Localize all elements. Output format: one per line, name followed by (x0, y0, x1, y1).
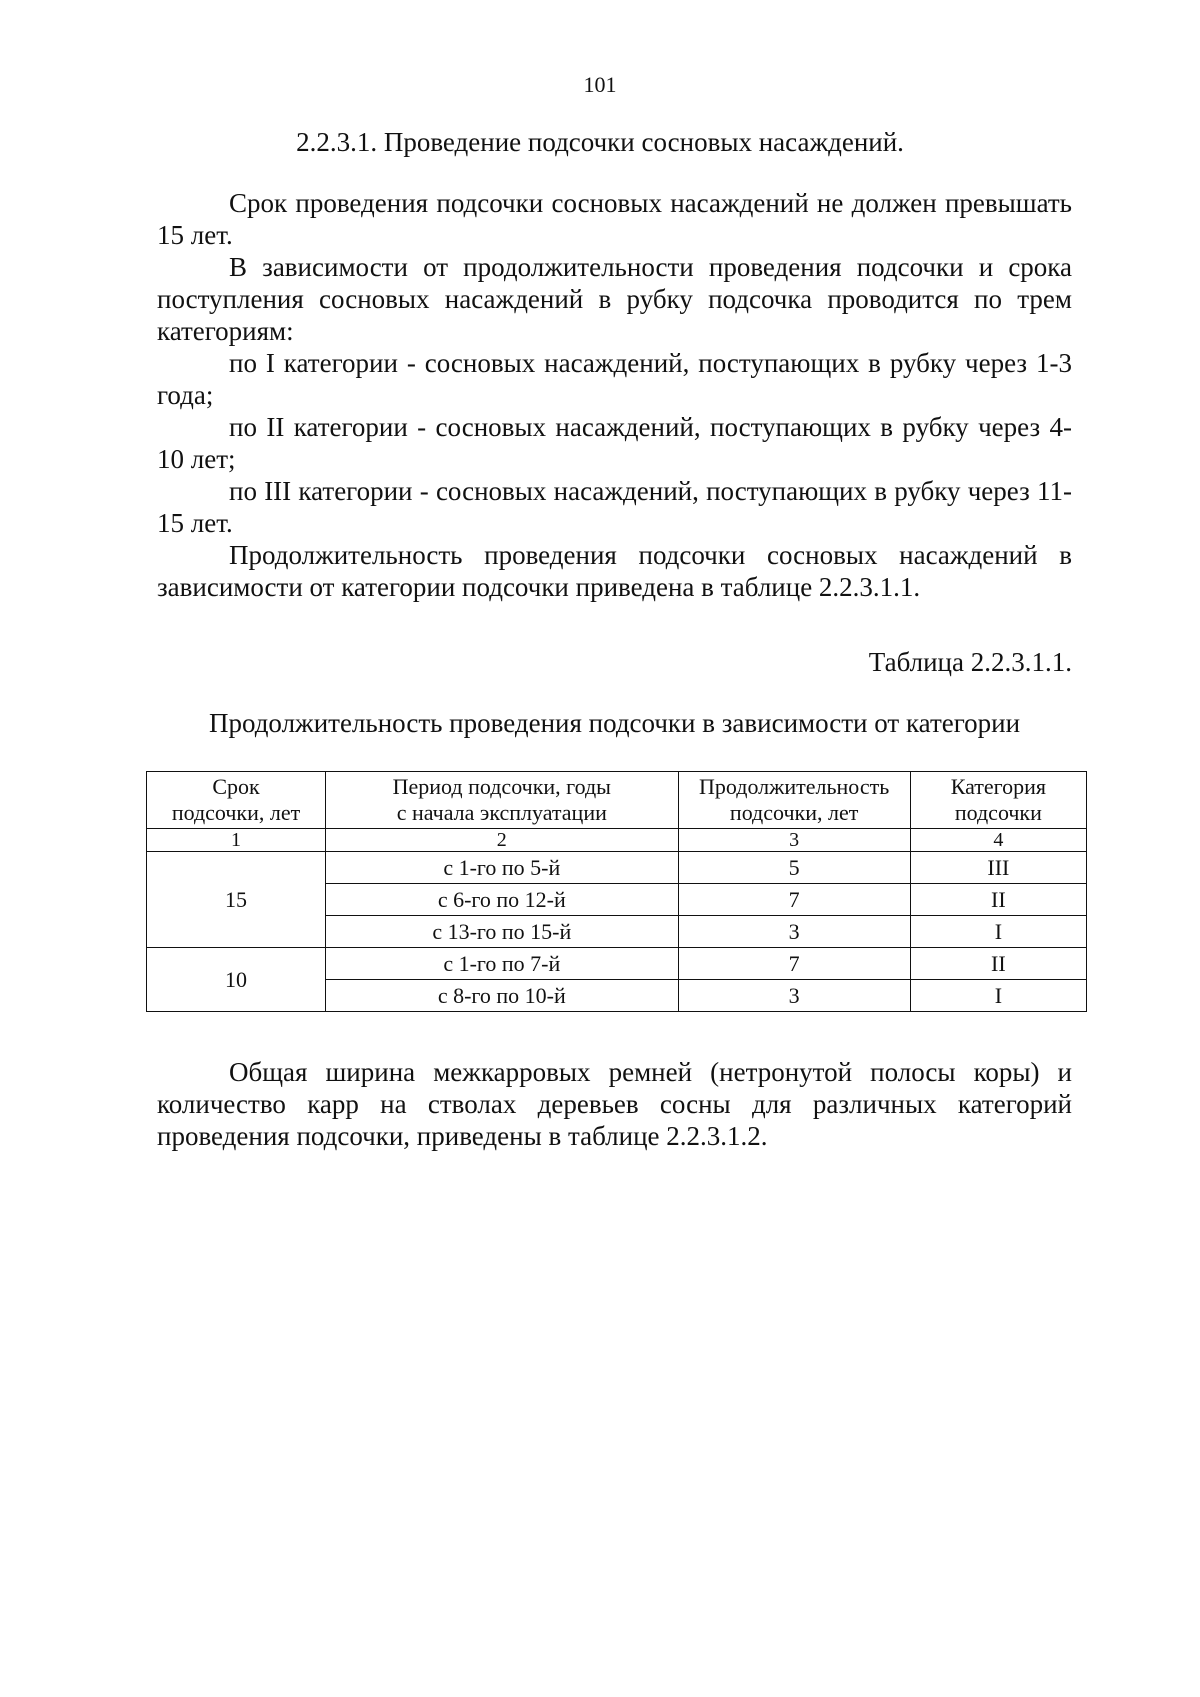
period-cell: с 6-го по 12-й (326, 884, 678, 916)
table-row (147, 852, 1087, 884)
period-cell: с 1-го по 5-й (326, 852, 678, 884)
period-cell: с 8-го по 10-й (326, 980, 678, 1012)
duration-table (146, 771, 1087, 1012)
closing-text (157, 1056, 1072, 1152)
paragraph-categories-intro: В зависимости от продолжительности проведения подсочки и срока поступления сосновых насаждений в рубку подсочка проводится по трем категориям: (157, 252, 1072, 346)
header-duration-line1: Продолжительность (699, 774, 890, 799)
paragraph-category-2: по II категории - сосновых насаждений, поступающих в рубку через 4-10 лет; (157, 412, 1072, 474)
header-duration-line2: подсочки, лет (729, 800, 859, 825)
category-cell: II (910, 948, 1086, 980)
header-period-line1: Период подсочки, годы (392, 774, 611, 799)
header-term-line1: Срок (212, 774, 260, 799)
header-term (147, 772, 326, 829)
paragraph-term: Срок проведения подсочки сосновых насаждений не должен превышать 15 лет. (157, 188, 1072, 250)
category-cell: I (910, 916, 1086, 948)
column-number-row (147, 829, 1087, 852)
category-cell: II (910, 884, 1086, 916)
page-number: 101 (583, 72, 617, 97)
duration-cell: 5 (678, 852, 910, 884)
header-term-line2: подсочки, лет (171, 800, 301, 825)
header-duration (678, 772, 910, 829)
period-cell: с 1-го по 7-й (326, 948, 678, 980)
intro-text (157, 187, 1072, 603)
header-period (326, 772, 678, 829)
header-category (910, 772, 1086, 829)
category-cell: I (910, 980, 1086, 1012)
table-row (147, 948, 1087, 980)
period-cell: с 13-го по 15-й (326, 916, 678, 948)
table-caption: Продолжительность проведения подсочки в зависимости от категории (208, 708, 1021, 738)
duration-cell: 7 (678, 884, 910, 916)
term-cell: 15 (147, 852, 326, 948)
header-period-line2: с начала эксплуатации (396, 800, 607, 825)
column-number: 1 (147, 829, 326, 852)
column-number: 2 (326, 829, 678, 852)
table-header-row (147, 772, 1087, 829)
paragraph-table-reference: Продолжительность проведения подсочки сосновых насаждений в зависимости от категории подсочки приведена в таблице 2.2.3.1.1. (157, 540, 1072, 602)
header-category-line2: подсочки (954, 800, 1042, 825)
category-cell: III (910, 852, 1086, 884)
duration-cell: 7 (678, 948, 910, 980)
paragraph-closing: Общая ширина межкарровых ремней (нетронутой полосы коры) и количество карр на стволах деревьев сосны для различных категорий проведения подсочки, приведены в таблице 2.2.3.1.2. (157, 1057, 1072, 1151)
duration-cell: 3 (678, 916, 910, 948)
section-heading: 2.2.3.1. Проведение подсочки сосновых насаждений. (296, 127, 904, 157)
term-cell: 10 (147, 948, 326, 1012)
column-number: 3 (678, 829, 910, 852)
header-category-line1: Категория (950, 774, 1047, 799)
table-label: Таблица 2.2.3.1.1. (868, 647, 1072, 677)
paragraph-category-3: по III категории - сосновых насаждений, поступающих в рубку через 11-15 лет. (157, 476, 1072, 538)
paragraph-category-1: по I категории - сосновых насаждений, поступающих в рубку через 1-3 года; (157, 348, 1072, 410)
duration-cell: 3 (678, 980, 910, 1012)
column-number: 4 (910, 829, 1086, 852)
